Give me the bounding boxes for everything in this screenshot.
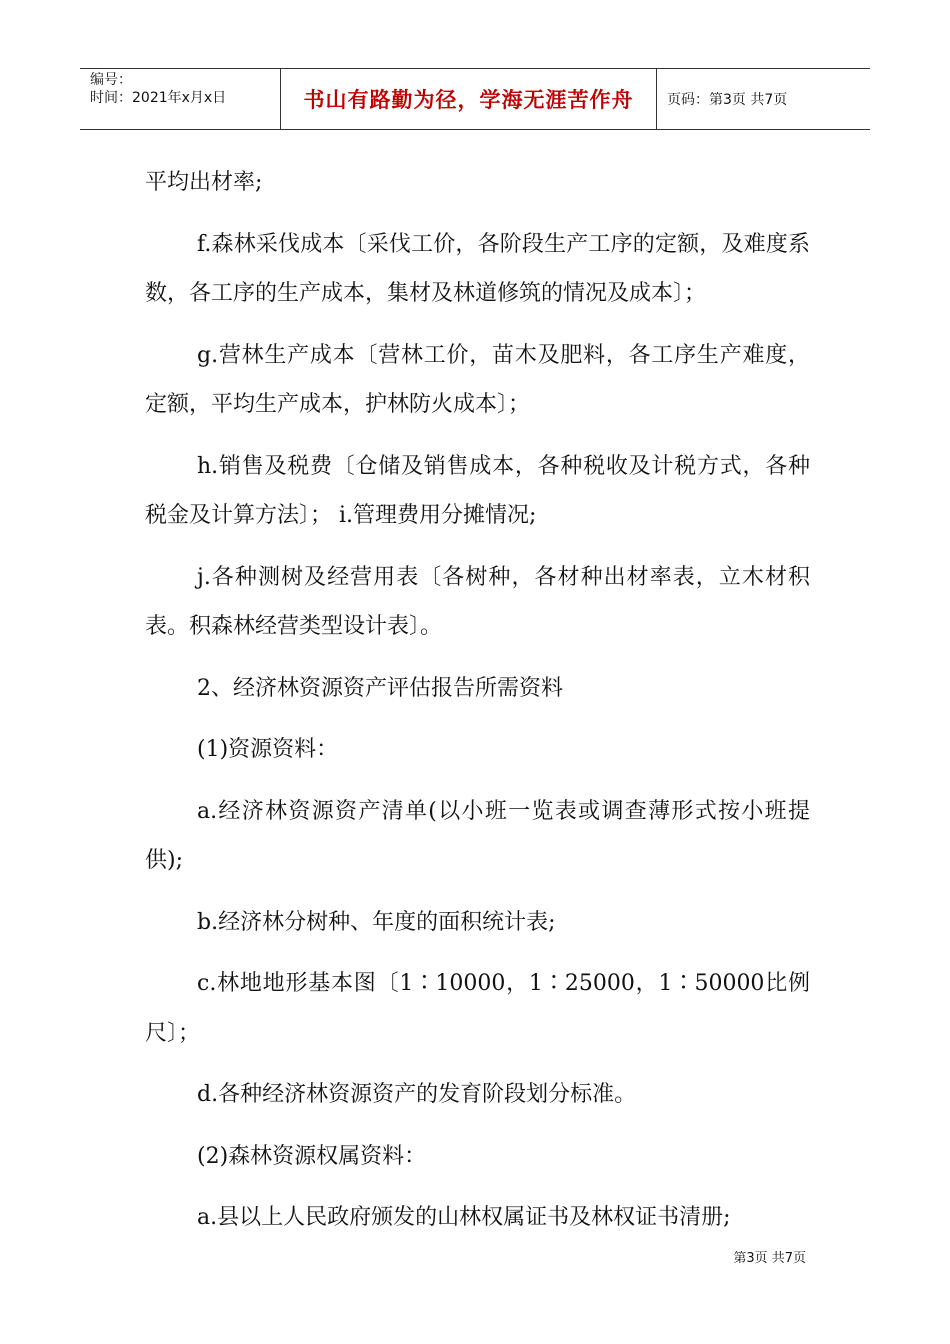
body-paragraph: 平均出材率; xyxy=(145,170,263,195)
body-paragraph: (1)资源资料： xyxy=(197,737,339,762)
header-left-cell xyxy=(80,69,280,129)
page-footer-number: 第3页 共7页 xyxy=(733,1251,806,1266)
document-number-label: 编号： xyxy=(90,72,132,88)
body-paragraph: h.销售及税费〔仓储及销售成本，各种税收及计税方式，各种税金及计算方法〕； i.管理费用分摊情况; xyxy=(145,453,810,528)
body-paragraph: g.营林生产成本〔营林工价，苗木及肥料，各工序生产难度，定额，平均生产成本，护林防火成本〕； xyxy=(145,342,810,417)
header-page-label: 页码：第3页 共7页 xyxy=(667,92,788,108)
body-paragraph: d.各种经济林资源资产的发育阶段划分标准。 xyxy=(197,1082,637,1107)
header-motto: 书山有路勤为径，学海无涯苦作舟 xyxy=(280,69,657,129)
page-header xyxy=(80,68,870,130)
body-paragraph: f.森林采伐成本〔采伐工价，各阶段生产工序的定额，及难度系数，各工序的生产成本，集材及林道修筑的情况及成本〕； xyxy=(145,231,810,306)
body-paragraph: c.林地地形基本图〔1∶10000，1∶25000，1∶50000比例尺〕； xyxy=(145,971,810,1046)
body-paragraph: b.经济林分树种、年度的面积统计表; xyxy=(197,909,556,935)
document-body xyxy=(145,158,810,1255)
body-paragraph: 2、经济林资源资产评估报告所需资料 xyxy=(197,675,563,701)
body-paragraph: a.经济林资源资产清单(以小班一览表或调查薄形式按小班提供); xyxy=(145,798,810,873)
body-paragraph: j.各种测树及经营用表〔各树种，各材种出材率表，立木材积表。积森林经营类型设计表〕。 xyxy=(145,564,810,639)
document-date-label: 时间：2021年x月x日 xyxy=(90,90,227,106)
body-paragraph: (2)森林资源权属资料： xyxy=(197,1143,427,1169)
body-paragraph: a.县以上人民政府颁发的山林权属证书及林权证书清册; xyxy=(197,1205,731,1230)
